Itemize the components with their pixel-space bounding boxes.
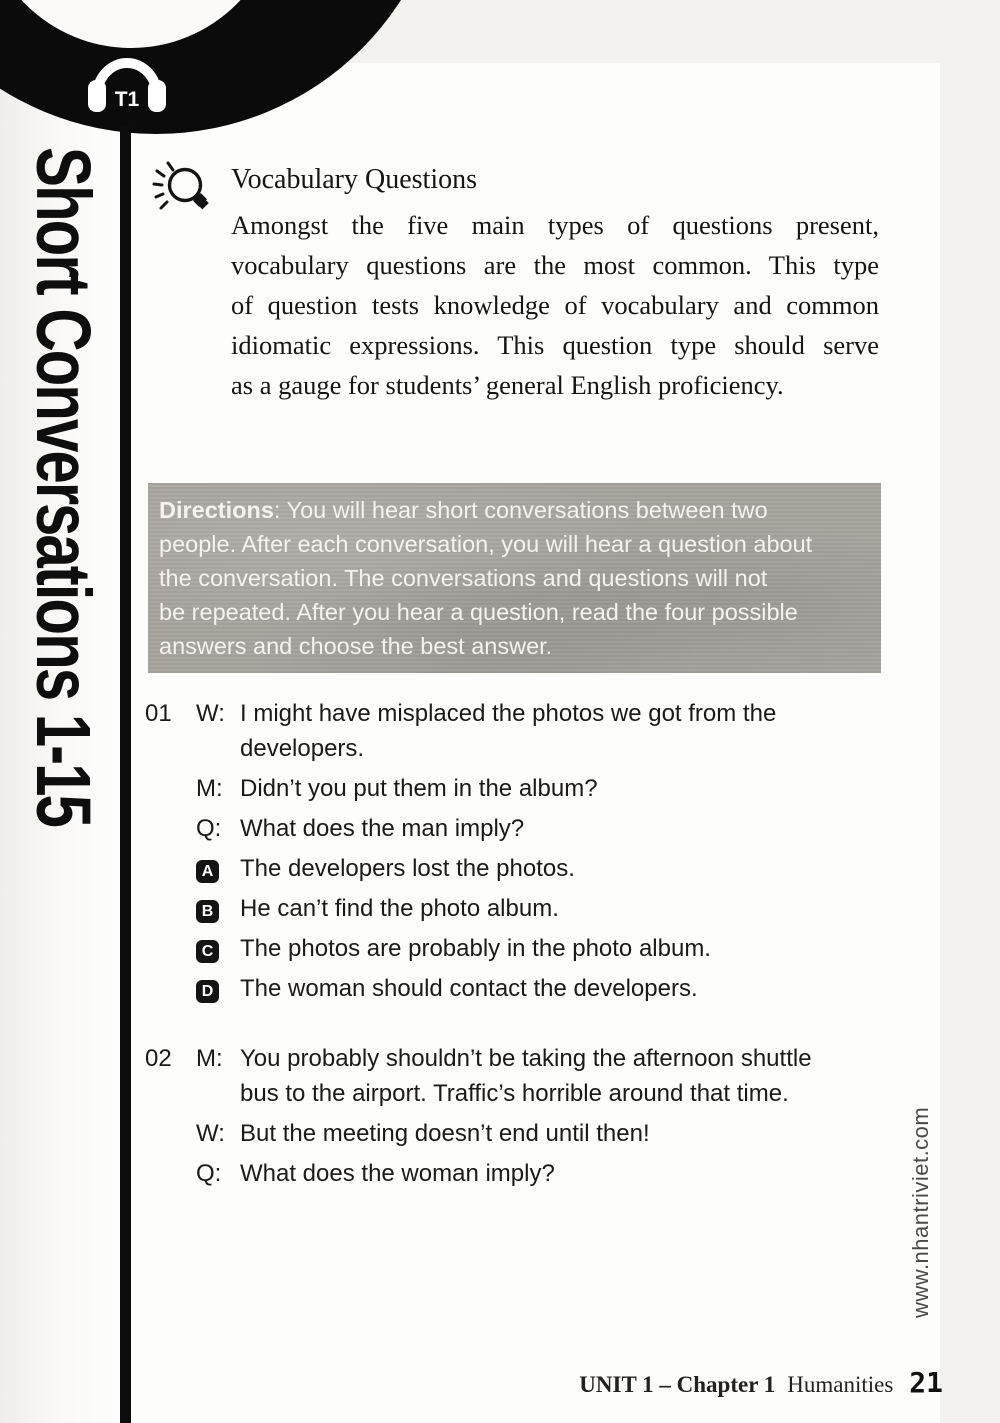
choice-text — [240, 971, 880, 1006]
question-block-01 — [145, 696, 880, 1006]
choice-row — [145, 971, 880, 1006]
choice-badge-cell — [196, 851, 240, 886]
question-number: 01 — [145, 700, 172, 727]
dialogue-line: What does the man imply? — [240, 815, 525, 842]
choice-row — [145, 931, 880, 966]
choice-letter-badge: A — [196, 860, 219, 883]
headphones-icon — [88, 54, 166, 132]
speaker-label: M: — [196, 775, 223, 802]
dialogue-text — [240, 696, 880, 766]
dialogue-line: What does the woman imply? — [240, 1160, 555, 1187]
directions-box — [148, 483, 881, 673]
directions-line: answers and choose the best answer. — [159, 633, 553, 659]
tip-body-line: as a gauge for students’ general English proficiency. — [231, 370, 784, 400]
directions-text: : You will hear short conversations between two — [273, 497, 768, 523]
dialogue-row — [145, 1156, 880, 1191]
questions-section — [145, 696, 880, 1196]
question-block-02 — [145, 1041, 880, 1191]
dialogue-row — [145, 1116, 880, 1151]
speaker-label: Q: — [196, 815, 222, 842]
tip-body-line: of question tests knowledge of vocabulary and common — [231, 290, 879, 320]
choice-letter-badge: C — [196, 940, 219, 963]
dialogue-text — [240, 771, 880, 806]
scan-right-margin — [940, 63, 1000, 1423]
dialogue-row — [145, 1041, 880, 1111]
dialogue-line: Didn’t you put them in the album? — [240, 775, 598, 802]
dialogue-line: bus to the airport. Traffic’s horrible around that time. — [240, 1080, 789, 1107]
footer-section-label: Humanities — [787, 1372, 894, 1397]
choice-text — [240, 851, 880, 886]
choice-row — [145, 851, 880, 886]
dialogue-text — [240, 1116, 880, 1151]
choice-line: The woman should contact the developers. — [240, 975, 698, 1002]
choice-letter-badge: D — [196, 980, 219, 1003]
directions-label: Directions — [159, 497, 274, 523]
footer-page-number: 21 — [909, 1366, 943, 1399]
tip-body-line: Amongst the five main types of questions present, — [231, 210, 879, 240]
choice-line: He can’t find the photo album. — [240, 895, 559, 922]
dialogue-row — [145, 696, 880, 766]
choice-letter-badge: B — [196, 900, 219, 923]
dialogue-line: You probably shouldn’t be taking the afternoon shuttle — [240, 1045, 812, 1072]
choice-text — [240, 931, 880, 966]
chapter-side-title: Short Conversations 1-15 — [20, 147, 107, 826]
tip-body-line: vocabulary questions are the most common. This type — [231, 250, 879, 280]
audio-track-label: T1 — [114, 88, 140, 111]
tip-body-line: idiomatic expressions. This question type should serve — [231, 330, 879, 360]
dialogue-row — [145, 811, 880, 846]
dialogue-line: I might have misplaced the photos we got from the — [240, 700, 777, 727]
footer-unit-label: UNIT 1 – Chapter 1 — [579, 1372, 776, 1397]
publisher-watermark: www.nhantriviet.com — [908, 1106, 933, 1318]
tip-section — [231, 160, 879, 405]
choice-line: The developers lost the photos. — [240, 855, 575, 882]
choice-badge-cell — [196, 931, 240, 966]
question-number: 02 — [145, 1045, 172, 1072]
tip-title: Vocabulary Questions — [231, 164, 477, 195]
lightbulb-icon — [146, 158, 218, 230]
speaker-label: W: — [196, 1120, 225, 1147]
directions-line — [159, 493, 870, 527]
dialogue-line: developers. — [240, 735, 365, 762]
speaker-label: M: — [196, 1045, 223, 1072]
dialogue-text — [240, 1156, 880, 1191]
dialogue-row — [145, 771, 880, 806]
choice-badge-cell — [196, 891, 240, 926]
choice-row — [145, 891, 880, 926]
dialogue-text — [240, 1041, 880, 1111]
speaker-label: W: — [196, 700, 225, 727]
directions-line: the conversation. The conversations and questions will not — [159, 565, 768, 591]
choice-badge-cell — [196, 971, 240, 1006]
directions-line: people. After each conversation, you will hear a question about — [159, 531, 813, 557]
vertical-rule — [120, 126, 131, 1423]
page-footer — [579, 1366, 943, 1399]
dialogue-text — [240, 811, 880, 846]
directions-line: be repeated. After you hear a question, read the four possible — [159, 599, 798, 625]
choice-line: The photos are probably in the photo album. — [240, 935, 711, 962]
dialogue-line: But the meeting doesn’t end until then! — [240, 1120, 650, 1147]
choice-text — [240, 891, 880, 926]
speaker-label: Q: — [196, 1160, 222, 1187]
